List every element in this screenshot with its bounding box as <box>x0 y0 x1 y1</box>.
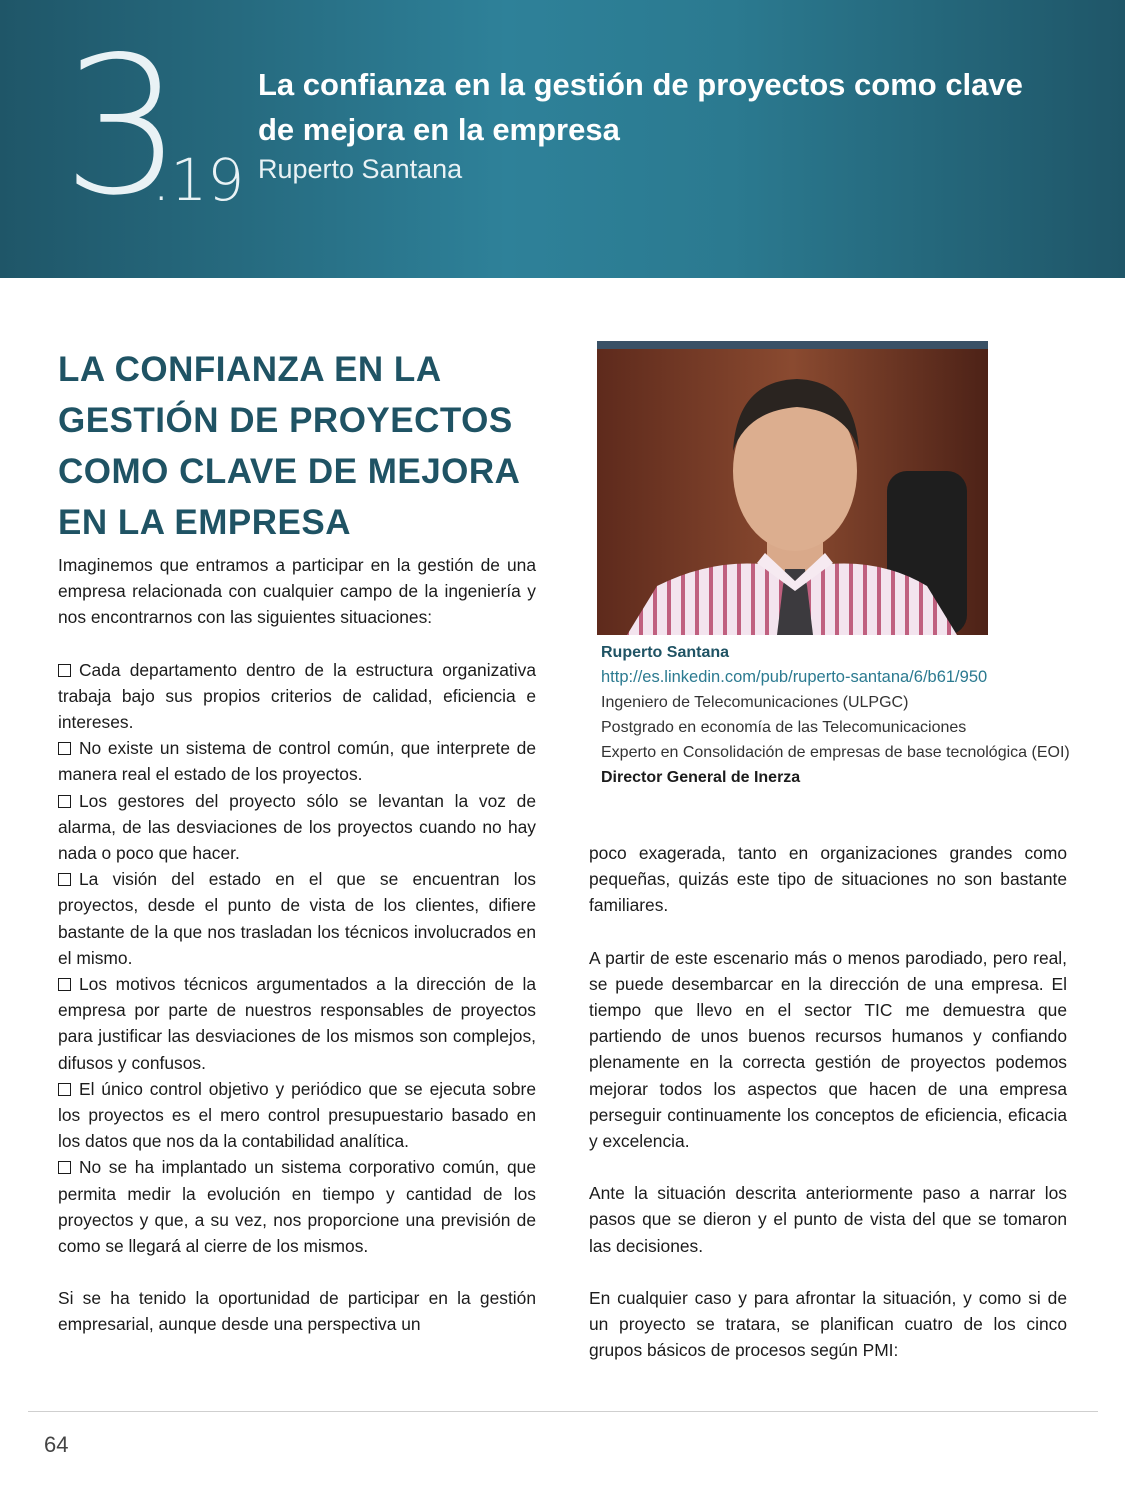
chapter-header <box>0 0 1125 278</box>
checklist-item: Cada departamento dentro de la estructura organizativa trabaja bajo sus propios criterios de calidad, eficiencia e intereses. <box>58 659 536 733</box>
checkbox-icon <box>58 795 71 808</box>
author-role: Director General de Inerza <box>601 769 801 786</box>
author-postgrad: Postgrado en economía de las Telecomunicaciones <box>601 719 967 736</box>
author-caption <box>601 640 1091 790</box>
closing-paragraph-left: Si se ha tenido la oportunidad de participar en la gestión empresarial, aunque desde una perspectiva un <box>58 1288 536 1335</box>
checklist-item: No existe un sistema de control común, que interprete de manera real el estado de los proyectos. <box>58 738 536 785</box>
chapter-subnumber: .19 <box>152 146 245 214</box>
checkbox-icon <box>58 1161 71 1174</box>
chapter-title: La confianza en la gestión de proyectos como clave de mejora en la empresa <box>258 67 1023 147</box>
continued-paragraph: poco exagerada, tanto en organizaciones grandes como pequeñas, quizás este tipo de situaciones no son bastante familiares. <box>589 843 1067 916</box>
author-name: Ruperto Santana <box>601 644 730 661</box>
article-title: LA CONFIANZA EN LA GESTIÓN DE PROYECTOS COMO CLAVE DE MEJORA EN LA EMPRESA <box>58 350 520 542</box>
chapter-number: 3 <box>62 16 179 237</box>
checkbox-icon <box>58 978 71 991</box>
author-expertise: Experto en Consolidación de empresas de base tecnológica (EOI) <box>601 744 1070 761</box>
checkbox-icon <box>58 873 71 886</box>
author-degree: Ingeniero de Telecomunicaciones (ULPGC) <box>601 694 909 711</box>
situations-checklist <box>58 657 536 1260</box>
author-linkedin-link[interactable]: http://es.linkedin.com/pub/ruperto-santana/6/b61/950 <box>601 668 988 686</box>
narrative-paragraph: Ante la situación descrita anteriormente paso a narrar los pasos que se dieron y el punto de vista del que se tomaron las decisiones. <box>589 1183 1067 1256</box>
author-photo <box>597 341 988 635</box>
right-column <box>589 840 1067 1363</box>
checklist-item: Los gestores del proyecto sólo se levantan la voz de alarma, de las desviaciones de los proyectos cuando no hay nada o poco que hacer. <box>58 790 536 864</box>
scenario-paragraph: A partir de este escenario más o menos parodiado, pero real, se puede desembarcar en la dirección de una empresa. El tiempo que llevo en el sector TIC me demuestra que partiendo de unos buenos recursos humanos y confiando plenamente en la correcta gestión de proyectos podemos mejorar todos los aspectos que hacen de una empresa perseguir continuamente los conceptos de eficiencia, eficacia y excelencia. <box>589 947 1067 1152</box>
checklist-item: No se ha implantado un sistema corporativo común, que permita medir la evolución en tiempo y cantidad de los proyectos y que, a su vez, nos proporcione una previsión de como se llegará al cierre de los mismos. <box>58 1157 536 1257</box>
checklist-item: La visión del estado en el que se encuentran los proyectos, desde el punto de vista de los clientes, difiere bastante de la que nos trasladan los técnicos involucrados en el mismo. <box>58 869 536 968</box>
checkbox-icon <box>58 742 71 755</box>
checklist-item: El único control objetivo y periódico que se ejecuta sobre los proyectos es el mero control presupuestario basado en los datos que nos da la contabilidad analítica. <box>58 1078 536 1152</box>
left-column <box>58 344 536 1338</box>
intro-paragraph: Imaginemos que entramos a participar en la gestión de una empresa relacionada con cualquier campo de la ingeniería y nos encontrarnos con las siguientes situaciones: <box>58 555 536 628</box>
pmi-paragraph: En cualquier caso y para afrontar la situación, y como si de un proyecto se tratara, se planifican cuatro de los cinco grupos básicos de procesos según PMI: <box>589 1287 1067 1361</box>
footer-divider <box>28 1411 1098 1412</box>
checklist-item: Los motivos técnicos argumentados a la dirección de la empresa por parte de nuestros responsables de proyectos para justificar las desviaciones de los mismos son complejos, difusos y confusos. <box>58 974 536 1073</box>
chapter-author: Ruperto Santana <box>258 154 463 184</box>
checkbox-icon <box>58 664 71 677</box>
checkbox-icon <box>58 1083 71 1096</box>
page-number: 64 <box>44 1432 69 1457</box>
